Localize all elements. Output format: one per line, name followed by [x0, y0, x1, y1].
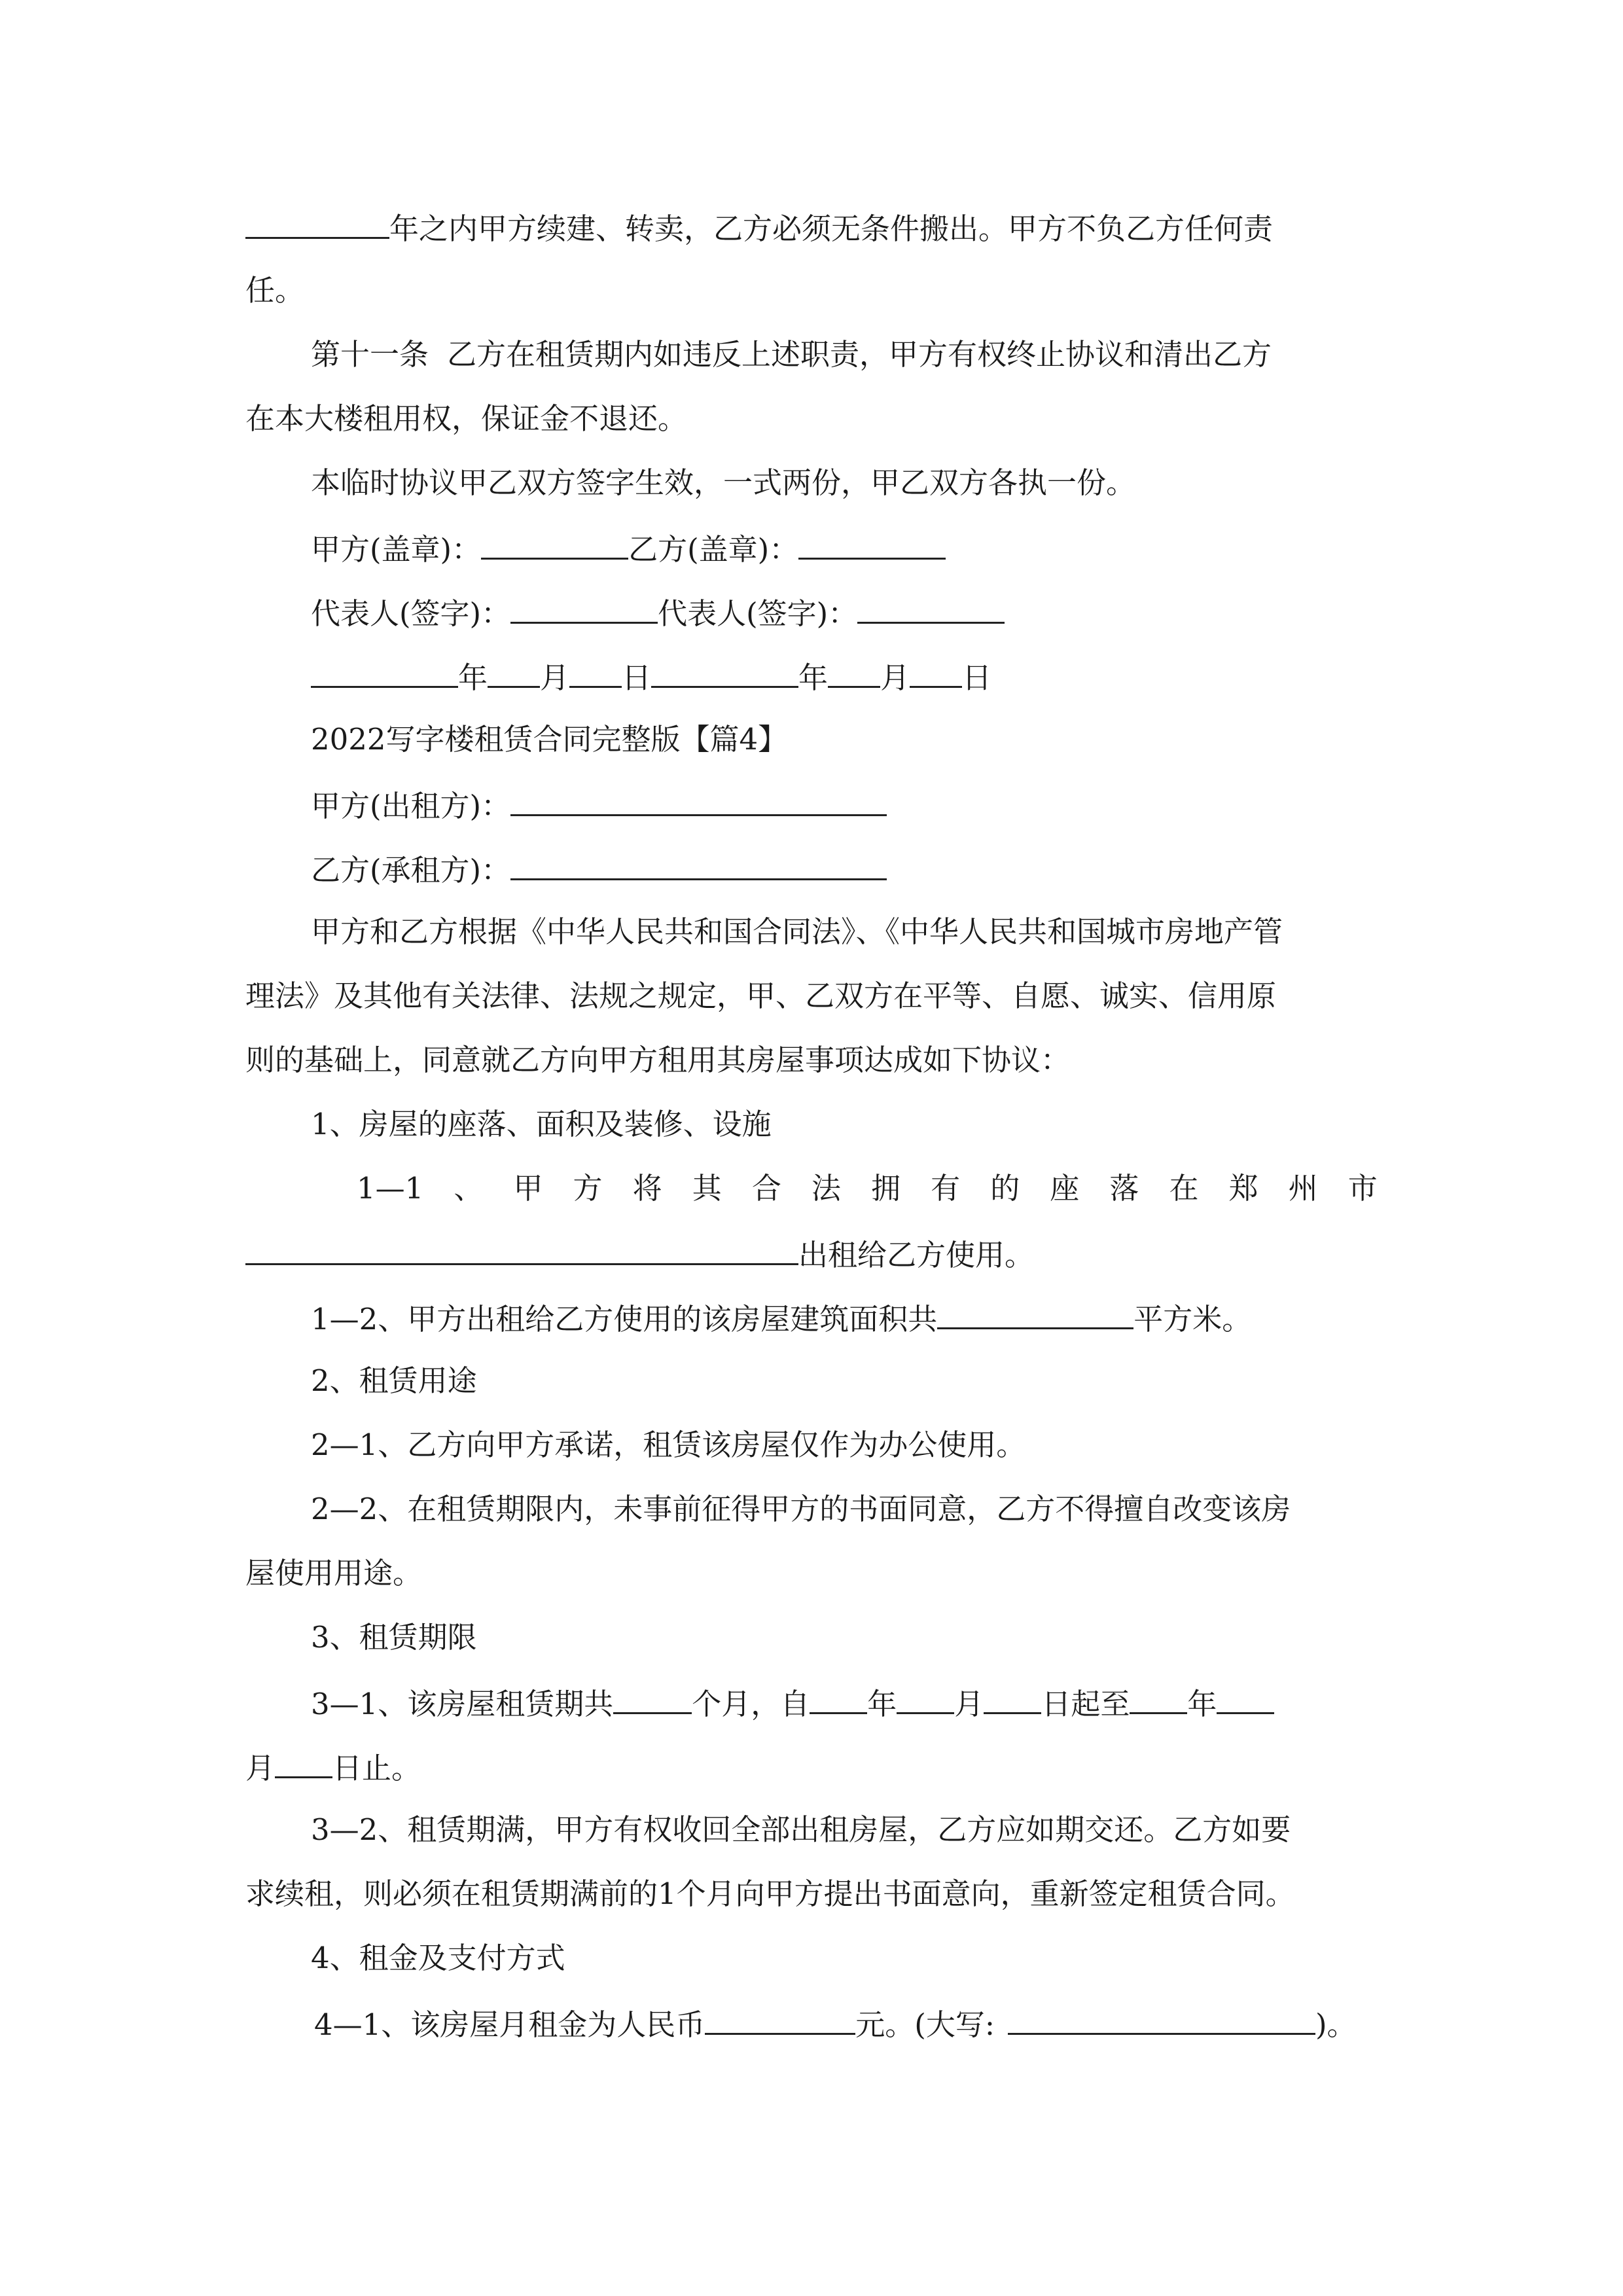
char: 在 [1169, 1171, 1199, 1206]
text: )。 [1315, 2007, 1357, 2042]
text: 年 [867, 1687, 897, 1721]
start-year-field[interactable] [810, 1682, 867, 1714]
lessor-label: 甲方(出租方)： [311, 789, 511, 823]
text: 乙方在租赁期内如违反上述职责，甲方有权终止协议和清出乙方 [447, 337, 1272, 372]
justified-line [357, 1169, 1378, 1208]
text: 屋使用用途。 [245, 1556, 423, 1590]
text: 2、租赁用途 [311, 1363, 477, 1398]
text: 3—1、该房屋租赁期共 [311, 1687, 614, 1721]
location-field[interactable] [245, 1233, 798, 1265]
text-line [245, 1554, 422, 1593]
seal-line [311, 528, 946, 567]
day-label: 日 [962, 660, 992, 695]
text: 则的基础上，同意就乙方向甲方租用其房屋事项达成如下协议： [245, 1043, 1071, 1077]
char: 方 [573, 1171, 603, 1206]
clause-heading [311, 1618, 477, 1657]
day-label: 日 [622, 660, 652, 695]
date-line [311, 656, 991, 695]
char: 将 [632, 1171, 662, 1206]
char: 合 [751, 1171, 781, 1206]
text-line [245, 399, 687, 439]
text: 理法》及其他有关法律、法规之规定，甲、乙双方在平等、自愿、诚实、信用原 [245, 978, 1277, 1013]
text: 4、租金及支付方式 [311, 1941, 565, 1975]
char: 州 [1288, 1171, 1318, 1206]
char: 有 [931, 1171, 961, 1206]
text: 年之内甲方续建、转卖，乙方必须无条件搬出。甲方不负乙方任何责 [389, 211, 1274, 246]
text-line [245, 1874, 1295, 1914]
party-a-seal-field[interactable] [481, 528, 628, 560]
text: 年 [1187, 1687, 1217, 1721]
year-label: 年 [798, 660, 829, 695]
char: 郑 [1228, 1171, 1258, 1206]
char: 法 [811, 1171, 841, 1206]
text-line [245, 1041, 1070, 1080]
char: 其 [692, 1171, 722, 1206]
text: 2—2、在租赁期限内，未事前征得甲方的书面同意，乙方不得擅自改变该房 [311, 1492, 1291, 1526]
year-field[interactable] [311, 656, 458, 688]
month-label: 月 [880, 660, 910, 695]
rent-line [314, 2003, 1357, 2042]
party-b-rep-label: 代表人(签字)： [658, 596, 858, 631]
lessee-line [311, 848, 887, 888]
char: 市 [1347, 1171, 1378, 1206]
signature-line [311, 592, 1005, 631]
party-a-seal-label: 甲方(盖章)： [311, 532, 482, 567]
lessee-label: 乙方(承租方)： [311, 853, 511, 888]
article-number: 第十一条 [311, 337, 429, 372]
text-line [245, 207, 1273, 246]
party-b-seal-label: 乙方(盖章)： [628, 532, 799, 567]
text: 平方米。 [1133, 1302, 1252, 1336]
heading-text: 2022写字楼租赁合同完整版【篇4】 [311, 722, 788, 757]
article-11 [311, 335, 1272, 374]
text: 3—2、租赁期满，甲方有权收回全部出租房屋，乙方应如期交还。乙方如要 [311, 1812, 1291, 1847]
rent-amount-words-field[interactable] [1008, 2003, 1315, 2035]
clause-heading [311, 1361, 477, 1401]
char: 拥 [871, 1171, 901, 1206]
text: 出租给乙方使用。 [798, 1238, 1035, 1272]
char: 甲 [513, 1171, 543, 1206]
party-a-rep-field[interactable] [510, 592, 658, 624]
party-b-seal-field[interactable] [798, 528, 946, 560]
day-field[interactable] [569, 656, 622, 688]
rent-amount-field[interactable] [705, 2003, 855, 2035]
lessor-line [311, 784, 887, 823]
text: 日起至 [1041, 1687, 1130, 1721]
start-day-field[interactable] [984, 1682, 1041, 1714]
text: 本临时协议甲乙双方签字生效，一式两份，甲乙双方各执一份。 [311, 465, 1136, 500]
char: 落 [1109, 1171, 1139, 1206]
months-field[interactable] [613, 1682, 692, 1714]
party-b-rep-field[interactable] [857, 592, 1005, 624]
text: 1、房屋的座落、面积及装修、设施 [311, 1107, 772, 1141]
text: 4—1、该房屋月租金为人民币 [314, 2007, 705, 2042]
char: 的 [990, 1171, 1020, 1206]
text-line [245, 271, 304, 310]
text-line [311, 1490, 1291, 1529]
text: 月 [954, 1687, 984, 1721]
text-line [245, 1746, 421, 1785]
text: 元。(大写: [855, 2007, 995, 2042]
text-line [245, 977, 1276, 1016]
year-field[interactable] [651, 656, 798, 688]
day-field[interactable] [910, 656, 962, 688]
text-line [311, 463, 1135, 503]
text: 甲方和乙方根据《中华人民共和国合同法》、《中华人民共和国城市房地产管 [311, 914, 1283, 949]
month-field[interactable] [828, 656, 880, 688]
text: 个月，自 [692, 1687, 810, 1721]
month-field[interactable] [488, 656, 540, 688]
char: 座 [1050, 1171, 1080, 1206]
month-label: 月 [540, 660, 570, 695]
text: 日止。 [332, 1751, 421, 1785]
text: 月 [245, 1751, 276, 1785]
party-a-rep-label: 代表人(签字)： [311, 596, 511, 631]
clause-heading [311, 1939, 565, 1978]
area-line [311, 1297, 1251, 1336]
text: 3、租赁期限 [311, 1620, 477, 1655]
lessee-field[interactable] [510, 848, 887, 880]
section-heading [311, 720, 787, 759]
end-month-field[interactable] [1217, 1682, 1274, 1714]
char: 1—1 [357, 1171, 424, 1206]
text-line [311, 1810, 1291, 1850]
text-line [245, 1233, 1034, 1272]
lessor-field[interactable] [510, 784, 887, 816]
area-field[interactable] [937, 1297, 1133, 1329]
end-day-field[interactable] [275, 1746, 332, 1778]
text: 1—2、甲方出租给乙方使用的该房屋建筑面积共 [311, 1302, 938, 1336]
text: 2—1、乙方向甲方承诺，租赁该房屋仅作为办公使用。 [311, 1427, 1026, 1462]
text: 求续租，则必须在租赁期满前的1个月向甲方提出书面意向，重新签定租赁合同。 [245, 1876, 1295, 1911]
clause-heading [311, 1105, 772, 1144]
start-month-field[interactable] [897, 1682, 954, 1714]
text-line [311, 1426, 1026, 1465]
char: 、 [454, 1171, 484, 1206]
text: 在本大楼租用权，保证金不退还。 [245, 401, 688, 436]
text: 任。 [245, 273, 305, 308]
year-label: 年 [458, 660, 488, 695]
end-year-field[interactable] [1130, 1682, 1187, 1714]
text-line [311, 912, 1283, 952]
blank-field[interactable] [245, 207, 389, 239]
lease-term-line [311, 1682, 1274, 1721]
